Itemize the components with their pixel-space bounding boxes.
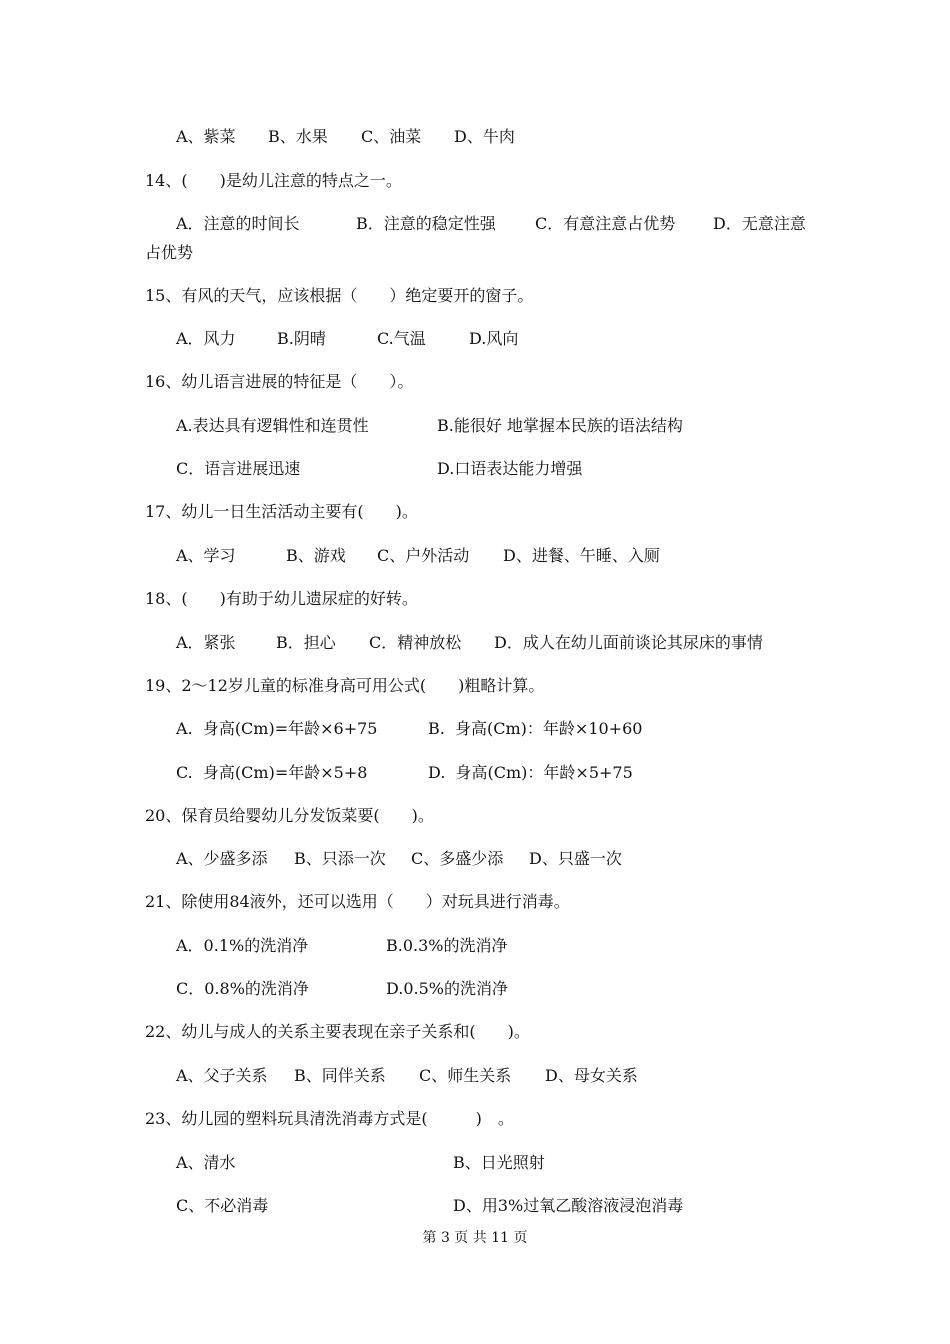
- q15-stem: 15、有风的天气，应该根据（ ）绝定要开的窗子。: [145, 286, 534, 305]
- q17-option-a: A、学习: [176, 546, 236, 565]
- q15-option-b: B.阴晴: [277, 329, 326, 348]
- q22-stem: 22、幼儿与成人的关系主要表现在亲子关系和( )。: [145, 1022, 530, 1041]
- q23-option-a: A、清水: [176, 1153, 236, 1172]
- q22-option-c: C、师生关系: [419, 1066, 512, 1085]
- q20-option-b: B、只添一次: [294, 849, 386, 868]
- q16-option-d: D.口语表达能力增强: [437, 459, 583, 478]
- q13-option-c: C、油菜: [361, 127, 422, 146]
- q20-option-c: C、多盛少添: [411, 849, 504, 868]
- q13-option-b: B、水果: [268, 127, 328, 146]
- q19-option-b: B. 身高(Cm)：年龄×10+60: [428, 719, 643, 738]
- q16-option-b: B.能很好 地掌握本民族的语法结构: [437, 416, 683, 435]
- q14-option-d: D．无意注意: [713, 214, 806, 233]
- q16-stem: 16、幼儿语言进展的特征是（ ）。: [145, 372, 414, 391]
- q14-option-b: B．注意的稳定性强: [356, 214, 496, 233]
- q15-option-c: C.气温: [377, 329, 426, 348]
- q14-option-c: C．有意注意占优势: [535, 214, 676, 233]
- q19-option-a: A. 身高(Cm)=年龄×6+75: [176, 719, 378, 738]
- q18-option-b: B．担心: [276, 633, 336, 652]
- q18-option-d: D．成人在幼儿面前谈论其尿床的事情: [494, 633, 763, 652]
- q18-stem: 18、( )有助于幼儿遗尿症的好转。: [145, 589, 418, 608]
- q21-stem: 21、除使用84液外，还可以选用（ ）对玩具进行消毒。: [145, 892, 570, 911]
- q21-option-b: B.0.3%的洗消净: [386, 936, 508, 955]
- q20-option-d: D、只盛一次: [529, 849, 622, 868]
- q23-stem: 23、幼儿园的塑料玩具清洗消毒方式是( ) 。: [145, 1109, 514, 1128]
- q21-option-c: C．0.8%的洗消净: [176, 979, 309, 998]
- q19-option-c: C. 身高(Cm)=年龄×5+8: [176, 763, 368, 782]
- q21-option-a: A．0.1%的洗消净: [176, 936, 309, 955]
- q22-option-b: B、同伴关系: [294, 1066, 386, 1085]
- q21-option-d: D.0.5%的洗消净: [386, 979, 508, 998]
- q19-option-d: D. 身高(Cm)：年龄×5+75: [428, 763, 633, 782]
- q15-option-a: A．风力: [176, 329, 236, 348]
- q18-option-a: A．紧张: [176, 633, 236, 652]
- q14-stem: 14、( )是幼儿注意的特点之一。: [145, 171, 402, 190]
- q16-option-a: A.表达具有逻辑性和连贯性: [176, 416, 369, 435]
- q13-option-d: D、牛肉: [454, 127, 515, 146]
- q23-option-d: D、用3%过氧乙酸溶液浸泡消毒: [453, 1196, 684, 1215]
- q14-option-d-wrap: 占优势: [145, 243, 194, 262]
- q18-option-c: C．精神放松: [369, 633, 462, 652]
- q23-option-b: B、日光照射: [453, 1153, 545, 1172]
- q22-option-d: D、母女关系: [545, 1066, 638, 1085]
- q13-option-a: A、紫菜: [176, 127, 236, 146]
- q20-option-a: A、少盛多添: [176, 849, 268, 868]
- page-number: 第 3 页 共 11 页: [422, 1230, 528, 1246]
- q23-option-c: C、不必消毒: [176, 1196, 269, 1215]
- q19-stem: 19、2～12岁儿童的标准身高可用公式( )粗略计算。: [145, 676, 545, 695]
- q15-option-d: D.风向: [469, 329, 519, 348]
- q17-option-b: B、游戏: [286, 546, 346, 565]
- q17-option-d: D、进餐、午睡、入厕: [503, 546, 660, 565]
- q20-stem: 20、保育员给婴幼儿分发饭菜要( )。: [145, 806, 434, 825]
- q22-option-a: A、父子关系: [176, 1066, 268, 1085]
- q16-option-c: C．语言进展迅速: [176, 459, 301, 478]
- q17-option-c: C、户外活动: [377, 546, 470, 565]
- q14-option-a: A．注意的时间长: [176, 214, 300, 233]
- q17-stem: 17、幼儿一日生活活动主要有( )。: [145, 502, 418, 521]
